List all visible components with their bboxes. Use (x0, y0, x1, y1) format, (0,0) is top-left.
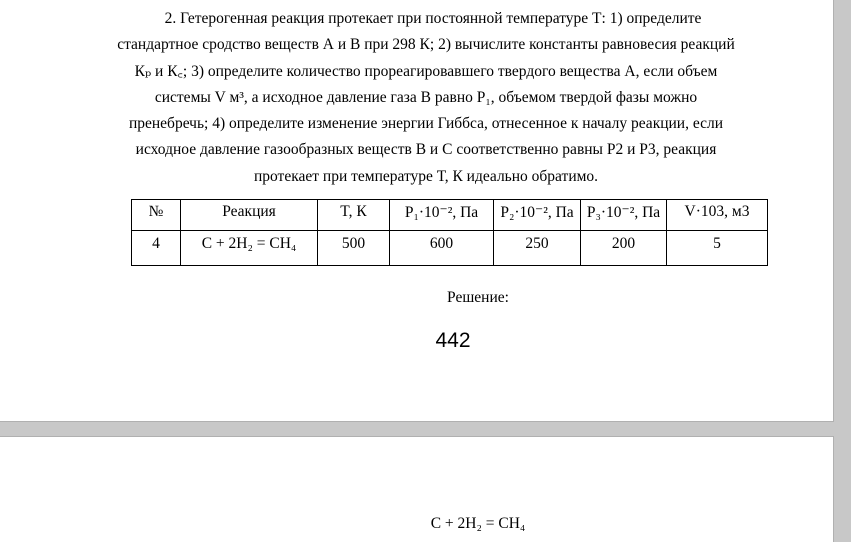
problem-statement (96, 6, 756, 190)
cell-p2: 250 (494, 231, 581, 266)
cell-number: 4 (132, 231, 181, 266)
table-header-row (132, 200, 768, 231)
page-number: 442 (435, 329, 471, 352)
solution-heading: Решение: (447, 289, 509, 306)
header-cell-reaction: Реакция (181, 200, 318, 231)
problem-line: Кₚ и К꜀; 3) определите количество прореагировавшего твердого вещества А, если объем (134, 62, 718, 80)
header-cell-temperature: T, К (318, 200, 390, 231)
problem-line: системы V м³, а исходное давление газа В равно P₁, объемом твердой фазы можно (154, 88, 698, 106)
problem-line: стандартное сродство веществ А и В при 298 К; 2) вычислите константы равновесия реакций (117, 36, 735, 54)
cell-volume: 5 (667, 231, 768, 266)
cell-temperature: 500 (318, 231, 390, 266)
header-cell-p2: P₂·10⁻², Па (494, 200, 581, 231)
problem-line: 2. Гетерогенная реакция протекает при постоянной температуре Т: 1) определите (164, 10, 702, 27)
cell-p1: 600 (390, 231, 494, 266)
cell-reaction: C + 2H₂ = CH₄ (181, 231, 318, 266)
header-cell-p1: P₁·10⁻², Па (390, 200, 494, 231)
problem-line: протекает при температуре Т, К идеально обратимо. (253, 167, 599, 185)
cell-p3: 200 (581, 231, 667, 266)
document-page-2 (0, 436, 834, 542)
problem-line: пренебречь; 4) определите изменение энергии Гиббса, отнесенное к началу реакции, если (128, 115, 724, 133)
header-cell-volume: V·103, м3 (667, 200, 768, 231)
table-row (132, 231, 768, 266)
reaction-equation: C + 2H₂ = CH₄ (430, 515, 526, 532)
header-cell-p3: P₃·10⁻², Па (581, 200, 667, 231)
problem-line: исходное давление газообразных веществ В и С соответственно равны Р2 и Р3, реакция (135, 141, 717, 159)
header-cell-number: № (132, 200, 181, 231)
reaction-data-table (131, 199, 768, 266)
